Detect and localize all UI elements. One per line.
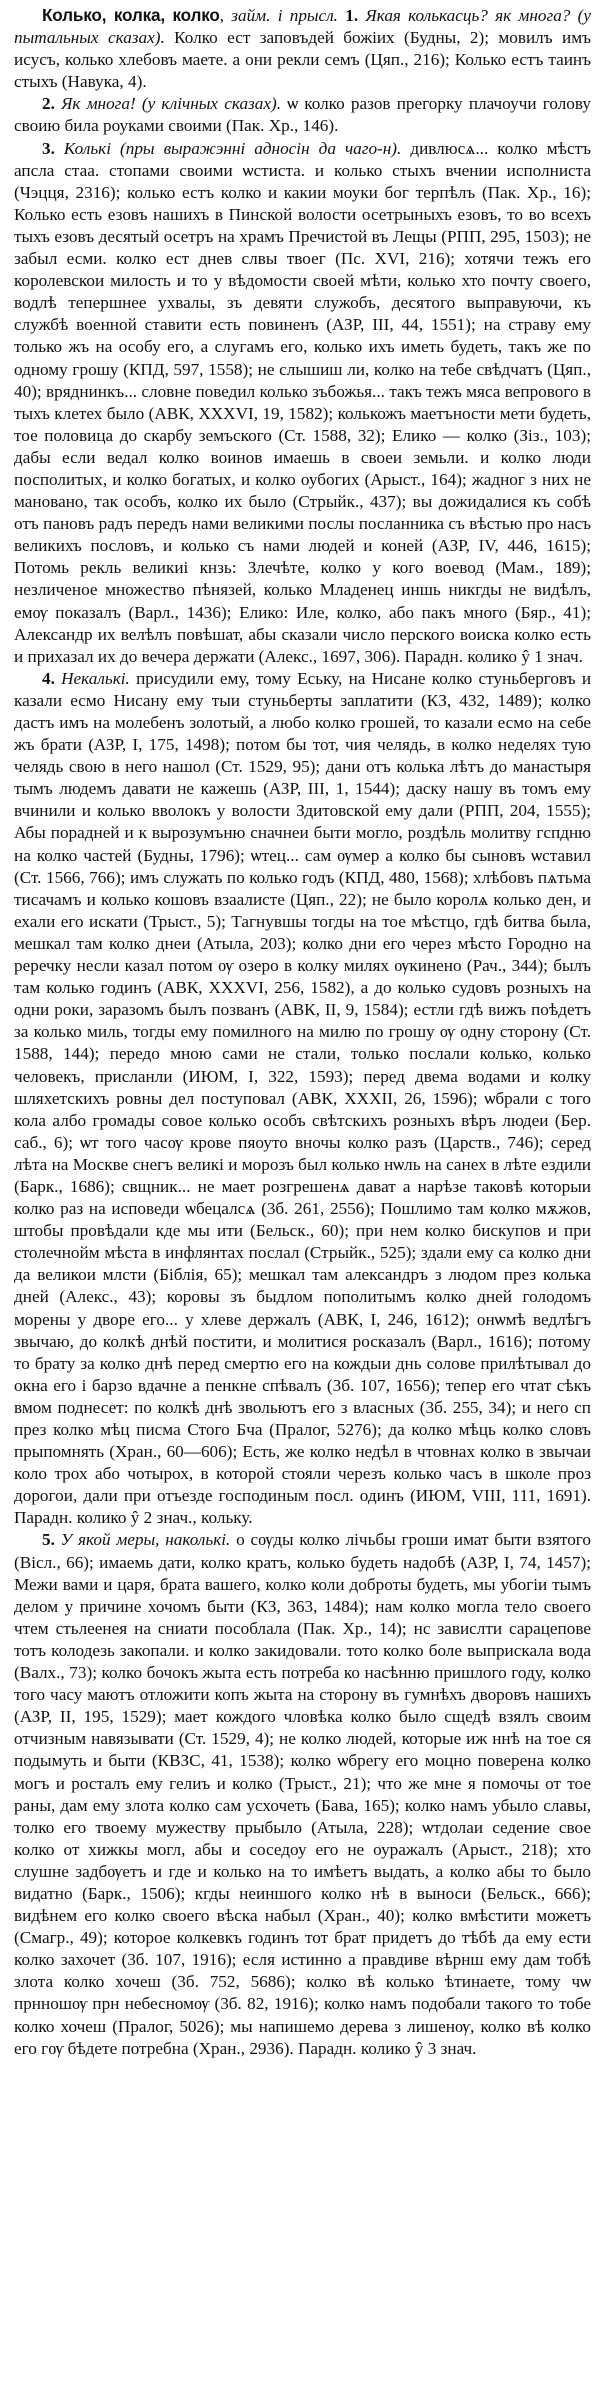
sense-1-number: 1. <box>345 6 359 25</box>
sense-3-text: дивлюсѧ... колко мѣстъ апсла стаа. стопами своими ѡстиста. и колько стыхъ вчении исполниста (Чэцця, 2316); колько естъ колко и какии моуки бог терпѣлъ (Пак. Хр., 16); Колько есть езовъ нашихъ в Пинской волости осетрыныхъ езовъ, то во всехъ тыхъ езовъ десятый осетръ на храмъ Пречистой въ Лещы (РПП, 295, 1503); не забыл есми. колко ест днев слвы твоег (Пс. XVI, 216); хотячи тежъ его королевскои милость и то у вѣдомости своей мѣти, колько хто почту своего, водлѣ тепершнее ухвалы, зъ девяти служобъ, десятого выправуючи, къ службѣ военной ставити есть повиненъ (АЗР, III, 44, 1551); на страву ему только жъ на особу его, а слугамъ его, колько ихъ иметь будеть, такъ же по одному грошу (КПД, 597, 1558); не слышиш ли, колко на тебе свѣдчатъ (Цяп., 40); вряднинкъ... словне поведил колько зъбожья... такъ тежъ мяса вепрового в тыхъ клетех было (АВК, XXXVI, 19, 1582); колькожъ маетъности мети будеть, тое половица до скарбу земъского (Ст. 1588, 32); Елико — колко (Зіз., 103); дабы если ведал колко воинов имаешь в своеи земьли. и колко люди посполитых, и колко богатых, и колко оубогих (Арыст., 164); жадног з них не мановано, так особъ, колко их было (Стрыйк., 437); вы дожидалися къ собѣ отъ пановъ радъ передъ нами великими послы посланника съ вѣстью про насъ великихъ пословъ, и колько съ нами людей и коней (АЗР, IV, 446, 1615); Потомь рекль великиі кнзь: Злечѣте, колко у кого воевод (Мам., 189); незличеное множество пѣнязей, колько Младенец иншь никгды не видѣлъ, емѹ показалъ (Варл., 1436); Елико: Иле, колко, або пакъ много (Бяр., 41); Александр их велѣлъ повѣшат, абы сказали число перского воиска колко есть и прихазал их до вечера держати (Алекс., 1697, 306). Парадн. колико ŷ 1 знач. <box>14 138 592 666</box>
dictionary-entry <box>14 4 591 2060</box>
sense-1: Колько, колка, колко, займ. і прысл. 1. Якая колькасць? як многа? (у пытальных сказах). Колко ест заповъдей божіих (Будны, 2); мовилъ имъ исусъ, колько хлебовъ маете. а они рекли семъ (Цяп., 216); Колько естъ таинъ стыхъ (Навука, 4). <box>14 5 592 92</box>
sense-3-gloss: Колькі (пры выражэнні адносін да чаго-н). <box>63 138 402 158</box>
entry-grammar: займ. і прысл. <box>231 6 338 25</box>
sense-4-gloss: Некалькі. <box>61 668 130 688</box>
sense-5-text: о сѹды колко лічьбы гроши имат быти взятого (Вісл., 66); имаемь дати, колко кратъ, колько будеть надобѣ (АЗР, I, 74, 1457); Межи вами и царя, брата вашего, колко коли доброты будеть, мы убогіи тымъ делом у причине хочомъ быти (КЗ, 363, 1484); нам колко могла тело своего чтем стьлеенея на сниати пособлала (Пак. Хр., 14); нс завислти сарацепове тотъ колодезь закопали. и колко закидовали. тото колко боле выприскала вода (Валх., 73); колко бочокъ жыта есть потреба ко насѣнню пришлого году, колко того часу маютъ отложити копъ жыта на сторону въ гумнѣхъ дворовъ нашихъ (АЗР, II, 195, 1529); мает кождого чловѣка колко было сщедѣ взялъ своим отчизным навязывати (Ст. 1529, 4); не колко людей, которые иж ннѣ на тое ся подымуть и быти (КВЗС, 41, 1538); колко ѡбрегу его моцно поверена колко могъ и росталъ ему гелиъ и колко (Трыст., 21); что же мне я помочы от тое раны, дам ему злота колко сам усхочеть (Бава, 165); колко намъ убыло славы, толко его твоему мужеству прыбыло (Атыла, 228); ѡтдолаи седение свое колко от хижкы могл, абы и соседоу его не оуражалъ (Арыст., 218); хто слушне задбѹетъ и где и колько на то имѣетъ выдать, а колко абы то было видатно (Барк., 1506); кгды неиншого колко нѣ в выноси (Бельск., 666); видѣнем его колко своего вѣска набыл (Хран., 40); колко вмѣстити можетъ (Смагр., 49); которое колкевкъ годинъ тот брат придетъ до тѣбѣ да ему ести колко захочет (3б. 107, 1916); есля истинно а правдиве вѣрнш ему дам тобѣ злота колко хочеш (3б. 752, 5686); колко вѣ колько ѣтинаете, тому чѡ прнношѹ прн небесномѹ (3б. 82, 1916); колко намъ подобали такого то тобе колко хочеш (Пралог, 5026); мы напишемо дерева з лишенѹ, колко вѣ колко его гѹ бѣдете потребна (Хран., 2936). Парадн. колико ŷ 3 знач. <box>14 1530 592 2058</box>
entry-headword: Колько, колка, колко <box>42 5 220 25</box>
sense-3 <box>14 138 591 668</box>
sense-5-gloss: У якой меры, наколькі. <box>60 1530 231 1550</box>
sense-2-gloss: Як многа! (у клічных сказах). <box>61 94 282 114</box>
sense-4 <box>14 668 591 1530</box>
sense-1-gloss: Якая колькасць? як многа? (у пытальных сказах). <box>14 6 592 48</box>
sense-1-text: Колко ест заповъдей божіих (Будны, 2); мовилъ имъ исусъ, колько хлебовъ маете. а они рекли семъ (Цяп., 216); Колько естъ таинъ стыхъ (Навука, 4). <box>14 28 592 92</box>
sense-5 <box>14 1529 591 2059</box>
sense-4-number: 4. <box>42 668 55 688</box>
sense-5-number: 5. <box>42 1530 55 1550</box>
sense-3-number: 3. <box>42 138 55 158</box>
sense-2-text: ѡ колко разов прегорку плачоучи голову своию била роуками своими (Пак. Хр., 146). <box>14 94 592 136</box>
sense-2 <box>14 93 591 137</box>
sense-2-number: 2. <box>42 94 55 114</box>
sense-4-text: присудили ему, тому Еську, на Нисане колко стуньберговъ и казали есмо Нисану ему тыи стуньберты заплатити (КЗ, 432, 1489); колко дастъ имъ на молебенъ золотый, а любо колко грошей, то казали есмо на себе жъ брати (АЗР, I, 175, 1498); потом бы тот, чия челядь, в колко неделях тую челядь свою в него нашол (Ст. 1529, 95); дани отъ колька лѣтъ до манастыря тымъ людемъ давати не кажешь (АЗР, III, 1, 1544); даску нашу въ томъ ему вчинили и колько вволокъ у волости Здитовской ему дали (РПП, 204, 1555); Абы порадней и к вырозумъню сначнеи быти могло, роздѣль молитву гспдню на колко частей (Будны, 1796); ѡтец... сам ѹмер а колко бы сыновъ ѡставил (Ст. 1566, 766); имъ служать по колько годъ (КПД, 480, 1568); хлѣбовъ пѧтьма тисачамъ и колько кошовъ взаалисте (Цяп., 22); не было королѧ колько ден, и ехали его искати (Трыст., 5); Тагнувшы тогды на тое мѣстцо, гдѣ битва была, мешкал там колко днеи (Атыла, 203); колко дни его через мѣсто Городно на реречку несли казал потом ѹ озеро в колку милях ѹкинено (Рач., 344); былъ там колько годинъ (АВК, XXXVI, 256, 1582), а до колько судовъ розныхъ на одни роки, заразомъ былъ позванъ (АВК, II, 9, 1584); естли гдѣ вижъ поѣдетъ за колько миль, тогды ему помилного на милю по грошу ѹ одну сторону (Ст. 1588, 144); передо мною сами не стали, только послали колько, колько человекъ, присланли (ИЮМ, I, 322, 1593); перед двема водами и колку шляхетскихъ ровны дел поступовал (АВК, XXXII, 26, 1596); ѡбрали с того кола албо громады совое колько особъ свѣтскихъ розныхъ вѣръ людеи (Бер. саб., 6); ѡт того часѹ крове пяоуто вночы колко разъ (Царств., 746); серед лѣта на Москве снегъ великі и морозъ был колько нѡль на санех в лѣте ездили (Барк., 1686); свщник... не мает розгрешенѧ дават а нарѣзе таковѣ которыи колко раз на исповеди ѡбецалсѧ (3б. 261, 2556); Пошлимо там колко мѫжов, штобы провѣдали кде мы ити (Бельск., 60); при нем колко бискупов и при столечнойм мѣста в инфлянтах послал (Стрыйк., 525); здали ему са колко дни да великои млсти (Біблія, 65); мешкал там александръ з людом през колька дней (Алекс., 43); коровы зъ быдлом пополитымъ колко дней голодомъ морены у дворе его... у хлеве держалъ (АВК, I, 246, 1612); онѡмѣ ведлѣгъ звычаю, до колкѣ днѣй постити, и молитися росказалъ (Варл., 1616); потому то брату за колко днѣ перед смертю его на кождыи днь солове прилѣтывал до окна его і барзо вдачне а пенкне спѣвалъ (3б. 107, 1656); тепер его чтат сѣкъ вмом поднесет: по колкѣ днѣ звольютъ его з власных (3б. 255, 34); и него сп през колко мѣц писма Стого Бча (Пралог, 5276); да колко мѣць колко словъ прыпомнять (Хран., 60—606); Есть, же колко недѣл в чтовнах колко в звычаи коло трох або чотырох, в которой стояли черезъ колько часъ в школе проз дорогои, дали при отъезде господиным посл. одинъ (ИЮМ, VIII, 111, 1691). Парадн. колико ŷ 2 знач., кольку. <box>14 668 592 1528</box>
